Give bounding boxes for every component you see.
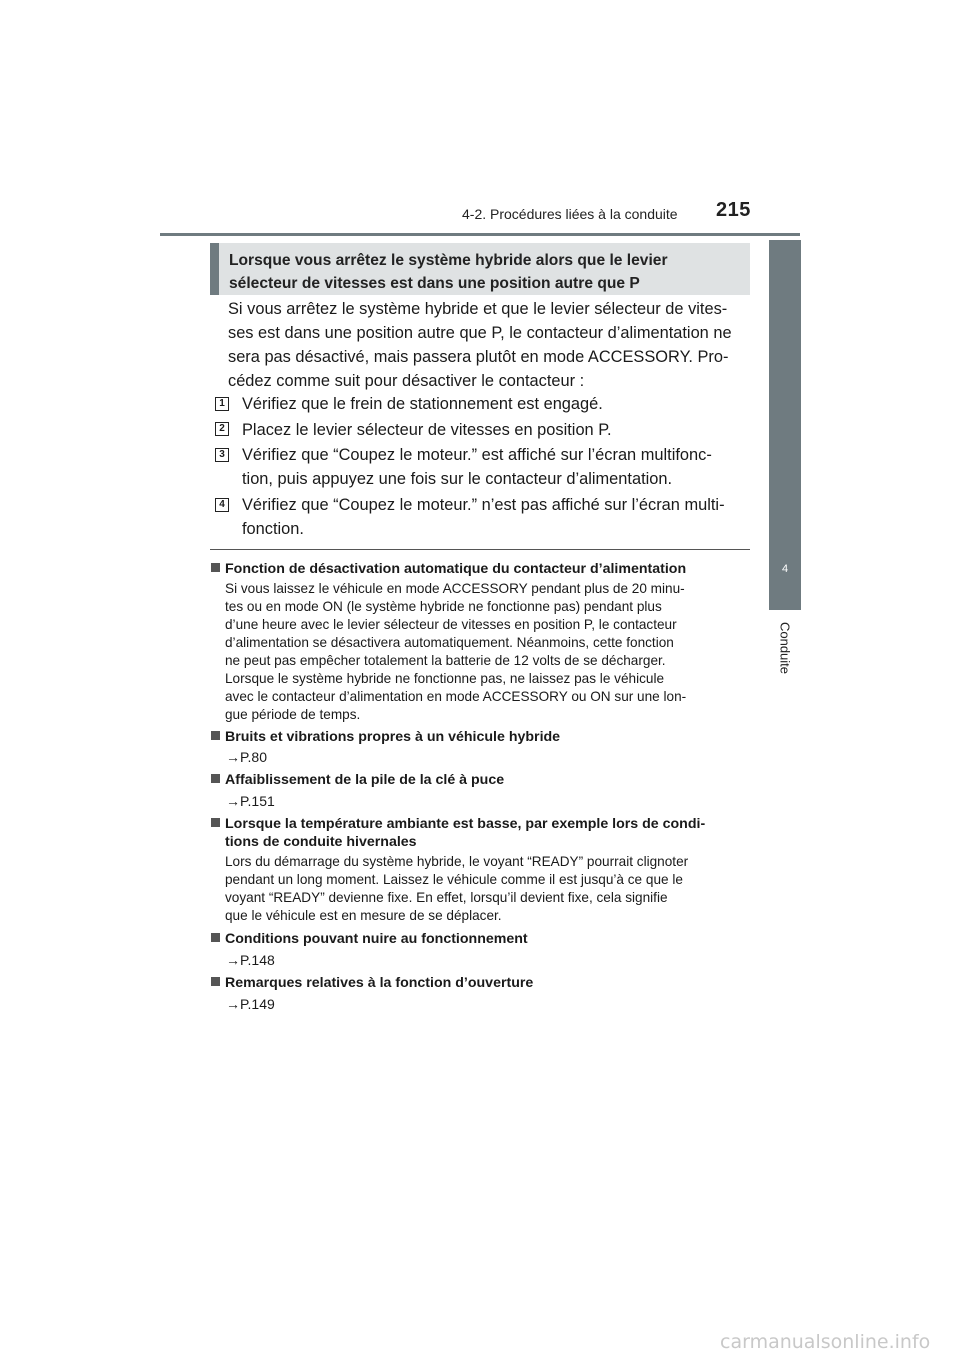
note-5-page-ref[interactable]: →P.148: [226, 952, 275, 968]
step-2-number: 2: [215, 422, 229, 436]
note-6-heading: [211, 974, 751, 992]
note-1-line-1: Si vous laissez le véhicule en mode ACCESSORY pendant plus de 20 minu-: [225, 581, 685, 596]
note-bullet-icon: [211, 731, 220, 740]
note-1-line-7: avec le contacteur d’alimentation en mode ACCESSORY ou ON sur une lon-: [225, 689, 687, 704]
intro-line-3: sera pas désactivé, mais passera plutôt en mode ACCESSORY. Pro-: [228, 348, 729, 366]
note-6-title: Remarques relatives à la fonction d’ouverture: [225, 975, 534, 991]
running-header-section: 4-2. Procédures liées à la conduite: [462, 206, 678, 222]
note-5-heading: [211, 930, 751, 948]
note-1-heading: [211, 560, 751, 578]
note-bullet-icon: [211, 977, 220, 986]
note-bullet-icon: [211, 774, 220, 783]
note-1-line-8: gue période de temps.: [225, 707, 361, 722]
step-3-line-2: tion, puis appuyez une fois sur le contacteur d’alimentation.: [242, 470, 673, 488]
step-4-text: [242, 493, 744, 541]
chapter-tab-label: Conduite: [777, 621, 793, 675]
note-1-title: Fonction de désactivation automatique du contacteur d’alimentation: [225, 561, 687, 577]
note-1-line-5: ne peut pas empêcher totalement la batterie de 12 volts de se décharger.: [225, 653, 666, 668]
step-1-number: 1: [215, 397, 229, 411]
note-bullet-icon: [211, 818, 220, 827]
section-title-line-2: sélecteur de vitesses est dans une position autre que P: [229, 275, 640, 292]
note-4-line-1: Lors du démarrage du système hybride, le voyant “READY” pourrait clignoter: [225, 854, 689, 869]
step-3-number: 3: [215, 448, 229, 462]
note-2-page-ref[interactable]: →P.80: [226, 749, 267, 765]
chapter-tab-number: 4: [781, 563, 789, 575]
note-5-title: Conditions pouvant nuire au fonctionnement: [225, 931, 528, 947]
notes-divider: [210, 549, 750, 550]
note-1-line-6: Lorsque le système hybride ne fonctionne pas, ne laissez pas le véhicule: [225, 671, 665, 686]
step-1-text: [242, 392, 744, 416]
page-number: 215: [716, 199, 751, 221]
note-3-title: Affaiblissement de la pile de la clé à puce: [225, 772, 505, 788]
intro-line-4: cédez comme suit pour désactiver le contacteur :: [228, 372, 585, 390]
note-4-title: [225, 815, 745, 851]
note-bullet-icon: [211, 933, 220, 942]
chapter-tab-label-wrap: [768, 618, 802, 678]
section-title-box: [210, 243, 750, 295]
step-3-text: [242, 443, 744, 491]
note-4-line-4: que le véhicule est en mesure de se déplacer.: [225, 908, 502, 923]
watermark: carmanualsonline.info: [720, 1331, 931, 1353]
note-1-line-3: d’une heure avec le levier sélecteur de vitesses en position P, le contacteur: [225, 617, 677, 632]
section-title-line-1: Lorsque vous arrêtez le système hybride alors que le levier: [229, 252, 668, 269]
step-4-number: 4: [215, 498, 229, 512]
note-4-title-line-1: Lorsque la température ambiante est basse, par exemple lors de condi-: [225, 816, 706, 832]
step-4-line-2: fonction.: [242, 520, 304, 538]
intro-paragraph: [228, 297, 744, 393]
note-3-heading: [211, 771, 751, 789]
note-4-line-3: voyant “READY” devienne fixe. En effet, lorsqu’il devient fixe, cela signifie: [225, 890, 668, 905]
note-6-page-ref[interactable]: →P.149: [226, 996, 275, 1012]
intro-line-2: ses est dans une position autre que P, le contacteur d’alimentation ne: [228, 324, 732, 342]
step-2-line-1: Placez le levier sélecteur de vitesses en position P.: [242, 421, 612, 439]
note-1-line-4: d’alimentation se désactivera automatiquement. Néanmoins, cette fonction: [225, 635, 674, 650]
note-4-title-line-2: tions de conduite hivernales: [225, 834, 417, 850]
step-2-text: [242, 418, 744, 442]
step-1-line-1: Vérifiez que le frein de stationnement est engagé.: [242, 395, 603, 413]
note-1-body: [225, 580, 745, 724]
chapter-tab: [769, 240, 801, 610]
intro-line-1: Si vous arrêtez le système hybride et que le levier sélecteur de vites-: [228, 300, 728, 318]
note-4-line-2: pendant un long moment. Laissez le véhicule comme il est jusqu’à ce que le: [225, 872, 683, 887]
note-2-title: Bruits et vibrations propres à un véhicule hybride: [225, 729, 561, 745]
note-2-heading: [211, 728, 751, 746]
note-bullet-icon: [211, 563, 220, 572]
note-4-body: [225, 853, 745, 925]
header-rule: [160, 233, 800, 236]
step-4-line-1: Vérifiez que “Coupez le moteur.” n’est pas affiché sur l’écran multi-: [242, 496, 725, 514]
note-1-line-2: tes ou en mode ON (le système hybride ne fonctionne pas) pendant plus: [225, 599, 662, 614]
note-3-page-ref[interactable]: →P.151: [226, 793, 275, 809]
step-3-line-1: Vérifiez que “Coupez le moteur.” est affiché sur l’écran multifonc-: [242, 446, 712, 464]
